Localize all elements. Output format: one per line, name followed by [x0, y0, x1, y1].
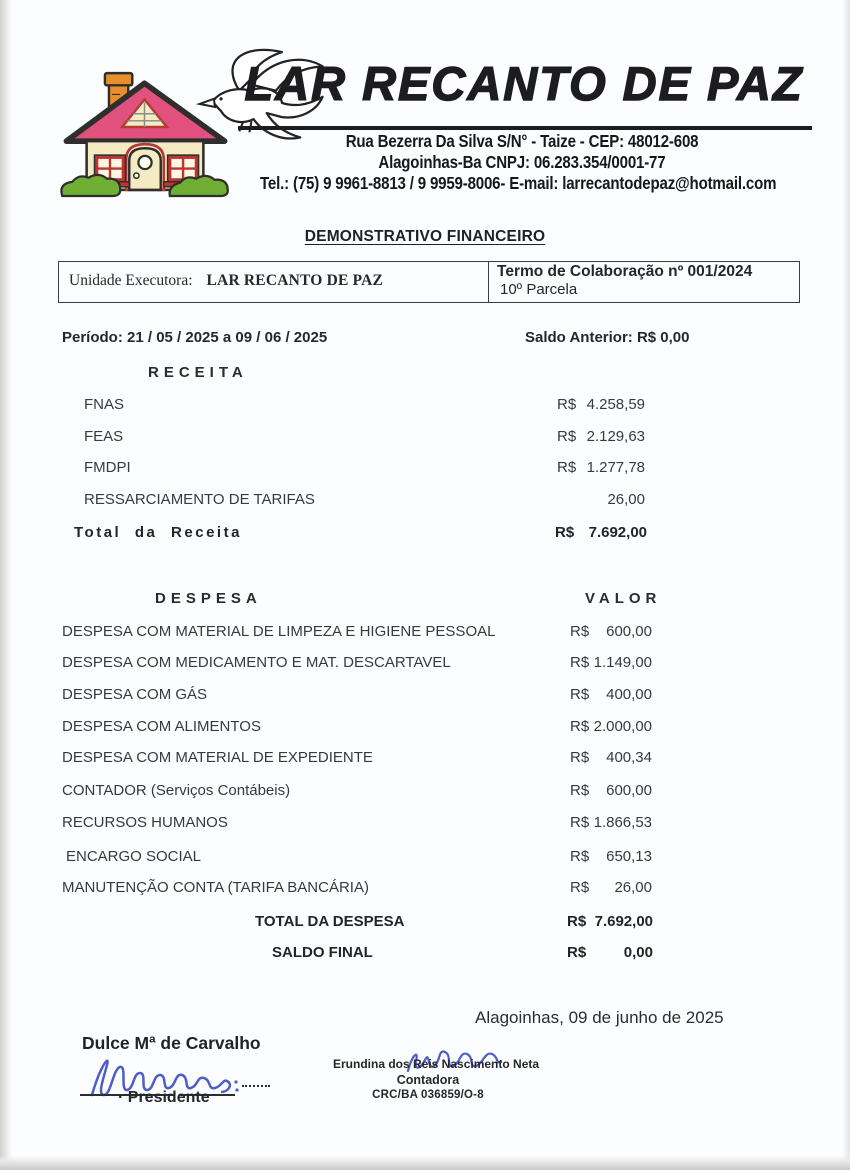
info-table [58, 261, 800, 303]
despesa-item-value [570, 782, 652, 799]
title-underline [238, 126, 812, 130]
currency: R$ [567, 913, 587, 930]
currency: R$ [570, 782, 590, 799]
unidade-value: LAR RECANTO DE PAZ [206, 272, 384, 289]
amount: 1.866,53 [593, 814, 652, 831]
president-role: · Presidente [118, 1089, 210, 1106]
receita-total-value [555, 524, 647, 541]
scan-edge-left [0, 0, 12, 1170]
despesa-item-label: MANUTENÇÃO CONTA (TARIFA BANCÁRIA) [62, 879, 369, 896]
currency: R$ [570, 848, 590, 865]
signature-ink-marks [242, 1085, 270, 1087]
receita-item-value [557, 428, 645, 445]
despesa-item-label: DESPESA COM MATERIAL DE LIMPEZA E HIGIENE PESSOAL [62, 623, 496, 640]
receita-row [0, 428, 850, 448]
amount: 400,00 [606, 686, 652, 703]
despesa-row [0, 749, 850, 769]
valor-heading: VALOR [585, 590, 662, 607]
amount: 7.692,00 [594, 913, 653, 930]
currency: R$ [557, 396, 577, 413]
currency: R$ [557, 459, 577, 476]
despesa-item-value [570, 749, 652, 766]
termo-line1: Termo de Colaboração nº 001/2024 [497, 263, 753, 280]
despesa-item-value [570, 814, 652, 831]
saldo-final-row [0, 944, 850, 964]
accountant-name: Erundina dos Reis Nascimento Neta [333, 1057, 540, 1071]
amount: 0,00 [623, 944, 653, 961]
currency: R$ [570, 879, 590, 896]
receita-item-value [557, 396, 645, 413]
currency: R$ [567, 944, 587, 961]
periodo-line: Período: 21 / 05 / 2025 a 09 / 06 / 2025 [62, 329, 328, 346]
receita-row [0, 396, 850, 416]
amount: 26,00 [607, 491, 645, 508]
door-window [138, 156, 151, 169]
amount: 26,00 [614, 879, 652, 896]
saldo-anterior: Saldo Anterior: R$ 0,00 [525, 329, 690, 346]
despesa-row [0, 814, 850, 834]
bush-left [61, 175, 120, 196]
saldo-final-label: SALDO FINAL [272, 944, 373, 961]
despesa-item-label: DESPESA COM MATERIAL DE EXPEDIENTE [62, 749, 373, 766]
despesa-row [0, 623, 850, 643]
amount: 2.000,00 [593, 718, 652, 735]
despesa-item-label: ENCARGO SOCIAL [66, 848, 202, 865]
despesa-total-row [0, 913, 850, 933]
amount: 7.692,00 [588, 524, 647, 541]
receita-item-label: FEAS [84, 428, 124, 445]
president-name: Dulce Mª de Carvalho [82, 1033, 261, 1053]
despesa-item-value [570, 623, 652, 640]
unidade-executora-cell [59, 262, 488, 302]
despesa-item-value [570, 654, 652, 671]
org-name: LAR RECANTO DE PAZ [244, 57, 804, 110]
amount: 600,00 [606, 782, 652, 799]
despesa-row [0, 879, 850, 899]
despesa-item-label: DESPESA COM GÁS [62, 686, 208, 703]
currency: R$ [570, 654, 590, 671]
address-line-1: Rua Bezerra Da Silva S/N° - Taize - CEP: 48012-608 [345, 131, 699, 151]
amount: 600,00 [606, 623, 652, 640]
door-knob [134, 173, 139, 178]
despesa-row [0, 782, 850, 802]
currency: R$ [570, 686, 590, 703]
receita-heading: RECEITA [148, 364, 248, 381]
currency: R$ [557, 428, 577, 445]
despesa-row [0, 654, 850, 674]
contact-line: Tel.: (75) 9 9961-8813 / 9 9959-8006- E-mail: larrecantodepaz@hotmail.com [260, 173, 777, 193]
despesa-item-label: DESPESA COM ALIMENTOS [62, 718, 261, 735]
receita-row [0, 491, 850, 511]
despesa-item-value [570, 718, 652, 735]
amount: 2.129,63 [586, 428, 645, 445]
currency: R$ [570, 718, 590, 735]
receita-item-value [557, 491, 645, 508]
saldo-final-value [567, 944, 653, 961]
currency: R$ [555, 524, 575, 541]
unidade-label: Unidade Executora: [69, 272, 193, 289]
despesa-item-value [570, 879, 652, 896]
despesa-item-label: RECURSOS HUMANOS [62, 814, 228, 831]
receita-item-value [557, 459, 645, 476]
scan-edge-bottom [0, 1155, 850, 1170]
date-line: Alagoinhas, 09 de junho de 2025 [475, 1008, 724, 1027]
despesa-total-label: TOTAL DA DESPESA [255, 913, 405, 930]
amount: 1.277,78 [586, 459, 645, 476]
currency: R$ [570, 749, 590, 766]
accountant-registry: CRC/BA 036859/O-8 [372, 1089, 484, 1101]
despesa-heading: DESPESA [155, 590, 262, 607]
receita-item-label: RESSARCIAMENTO DE TARIFAS [84, 491, 315, 508]
despesa-row [0, 718, 850, 738]
despesa-row [0, 686, 850, 706]
receita-total-label: Total da Receita [74, 524, 242, 541]
receita-row [0, 459, 850, 479]
amount: 1.149,00 [593, 654, 652, 671]
document-title: DEMONSTRATIVO FINANCEIRO [304, 228, 546, 245]
accountant-block [333, 1057, 540, 1101]
receita-item-label: FMDPI [84, 459, 131, 476]
amount: 650,13 [606, 848, 652, 865]
despesa-item-value [570, 686, 652, 703]
accountant-role: Contadora [396, 1073, 460, 1087]
despesa-total-value [567, 913, 653, 930]
address-line-2: Alagoinhas-Ba CNPJ: 06.283.354/0001-77 [378, 152, 666, 172]
despesa-item-label: CONTADOR (Serviços Contábeis) [62, 782, 291, 799]
receita-item-label: FNAS [84, 396, 125, 413]
termo-line2: 10º Parcela [500, 281, 578, 298]
amount: 4.258,59 [586, 396, 645, 413]
currency: R$ [570, 623, 590, 640]
despesa-row [0, 848, 850, 868]
termo-colaboracao-cell [488, 262, 799, 302]
despesa-item-label: DESPESA COM MEDICAMENTO E MAT. DESCARTAVEL [62, 654, 451, 671]
despesa-item-value [570, 848, 652, 865]
amount: 400,34 [606, 749, 652, 766]
scan-edge-right [842, 0, 850, 1170]
receita-total-row [0, 524, 850, 544]
currency: R$ [570, 814, 590, 831]
